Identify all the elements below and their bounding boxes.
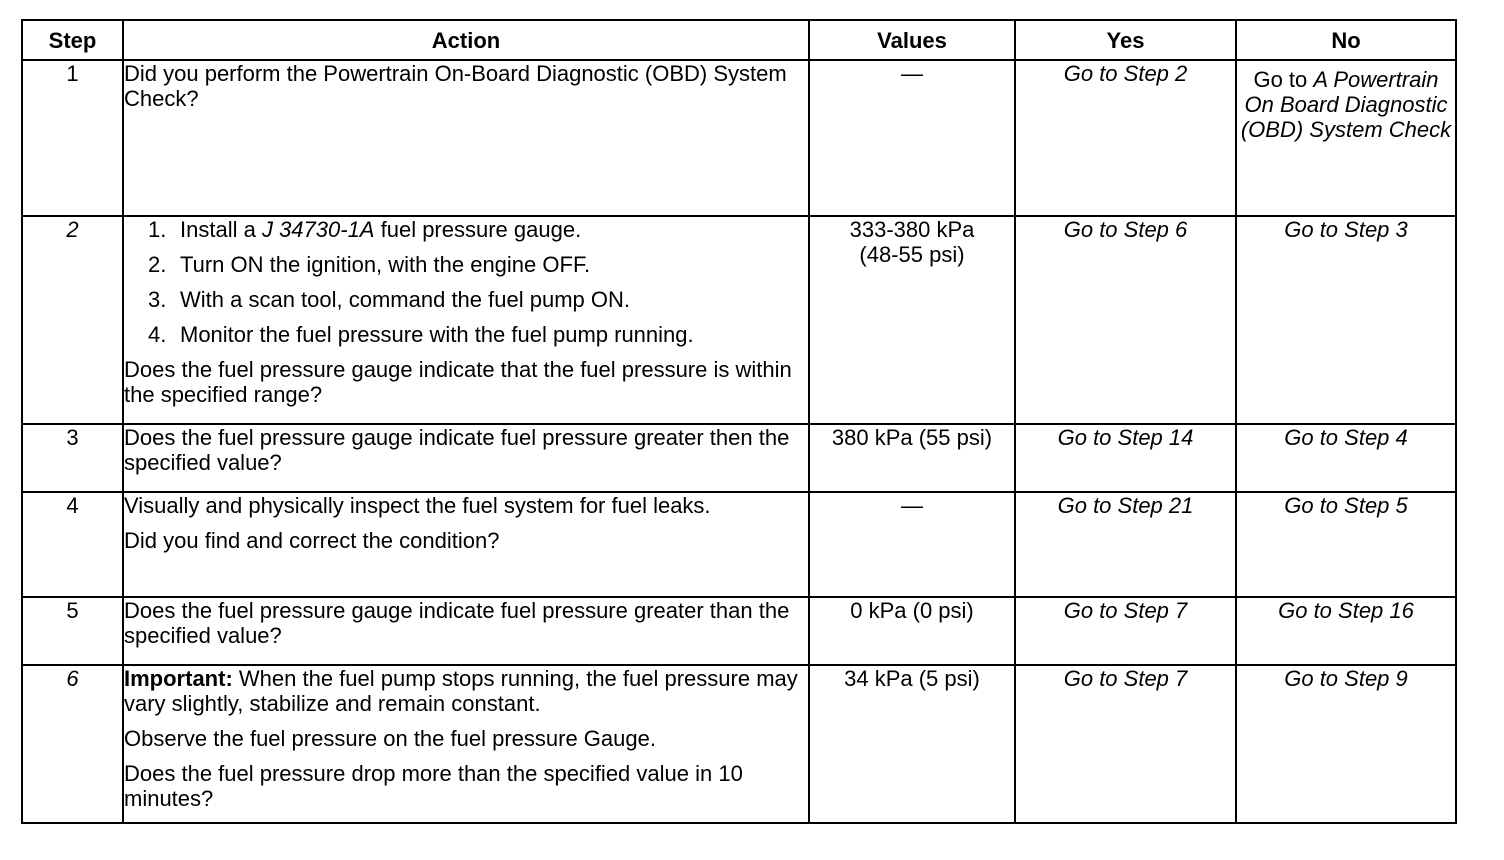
step-number: 1 [22,60,123,216]
action-cell [123,424,809,492]
action-text: Does the fuel pressure gauge indicate fuel pressure greater than the specified value? [124,598,790,648]
step-number: 3 [22,424,123,492]
value-cell: 380 kPa (55 psi) [809,424,1015,492]
action-question: Did you find and correct the condition? [124,528,500,553]
list-text: Monitor the fuel pressure with the fuel pump running. [180,322,694,347]
action-cell [123,665,809,823]
no-cell: Go to Step 16 [1236,597,1456,665]
step-number: 6 [22,665,123,823]
diagnostic-table-sheet [21,19,1457,824]
value-kpa: 333-380 kPa [849,217,975,242]
yes-cell: Go to Step 14 [1015,424,1236,492]
header-yes: Yes [1015,20,1236,60]
header-row [22,20,1456,60]
list-text: Turn ON the ignition, with the engine OFF. [180,252,591,277]
header-values: Values [809,20,1015,60]
list-item [124,252,808,277]
procedure-list [124,217,808,347]
action-text: Did you perform the Powertrain On-Board Diagnostic (OBD) System Check? [124,61,787,111]
list-item [124,287,808,312]
value-cell [809,216,1015,424]
list-number: 3. [148,287,167,312]
action-question: Does the fuel pressure gauge indicate that the fuel pressure is within the specified range? [124,357,792,407]
list-text-post: fuel pressure gauge. [380,217,582,242]
no-cell [1236,60,1456,216]
action-cell [123,216,809,424]
diagnostic-table [21,19,1457,824]
important-label: Important: [124,666,233,691]
list-item [124,217,808,242]
step-number: 5 [22,597,123,665]
header-step: Step [22,20,123,60]
list-item [124,322,808,347]
action-text: Visually and physically inspect the fuel system for fuel leaks. [124,493,711,518]
header-action: Action [123,20,809,60]
step-number: 2 [22,216,123,424]
table-row [22,665,1456,823]
yes-cell: Go to Step 21 [1015,492,1236,597]
action-cell [123,597,809,665]
value-cell: — [809,492,1015,597]
yes-cell: Go to Step 2 [1015,60,1236,216]
yes-cell: Go to Step 7 [1015,597,1236,665]
no-prefix: Go to [1253,67,1308,92]
list-text: With a scan tool, command the fuel pump ON. [180,287,630,312]
action-question: Does the fuel pressure drop more than the specified value in 10 minutes? [124,761,743,811]
no-cell: Go to Step 3 [1236,216,1456,424]
tool-number: J 34730-1A [261,217,375,242]
no-cell: Go to Step 5 [1236,492,1456,597]
no-cell: Go to Step 9 [1236,665,1456,823]
table-row [22,424,1456,492]
list-text-pre: Install a [180,217,256,242]
table-row [22,60,1456,216]
step-number: 4 [22,492,123,597]
no-cell: Go to Step 4 [1236,424,1456,492]
value-cell: 0 kPa (0 psi) [809,597,1015,665]
action-instruction: Observe the fuel pressure on the fuel pressure Gauge. [124,726,656,751]
no-document-link: A Powertrain On Board Diagnostic (OBD) System Check [1240,67,1452,142]
action-cell [123,60,809,216]
header-no: No [1236,20,1456,60]
value-psi: (48-55 psi) [859,242,965,267]
table-row [22,492,1456,597]
table-row [22,597,1456,665]
action-text: Does the fuel pressure gauge indicate fuel pressure greater then the specified value? [124,425,790,475]
list-number: 2. [148,252,167,277]
value-cell: — [809,60,1015,216]
yes-cell: Go to Step 7 [1015,665,1236,823]
action-cell [123,492,809,597]
list-number: 4. [148,322,167,347]
table-row [22,216,1456,424]
list-number: 1. [148,217,167,242]
value-cell: 34 kPa (5 psi) [809,665,1015,823]
yes-cell: Go to Step 6 [1015,216,1236,424]
important-note [124,666,808,716]
important-text: When the fuel pump stops running, the fuel pressure may vary slightly, stabilize and remain constant. [124,666,798,716]
